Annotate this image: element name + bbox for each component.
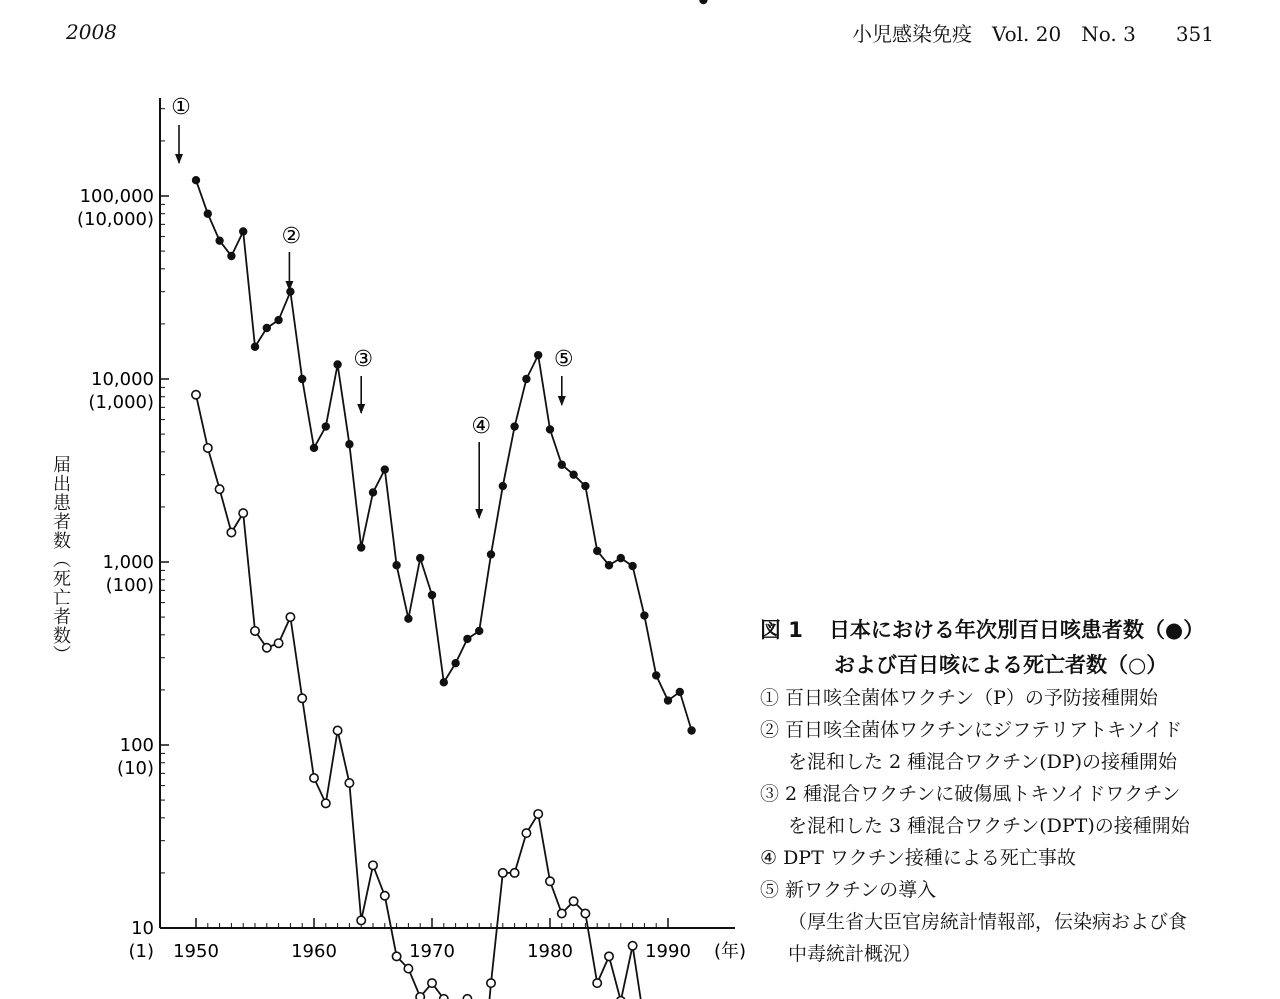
cases-point: [499, 483, 506, 490]
page-year: 2008: [66, 20, 117, 44]
cases-point: [358, 544, 365, 551]
cases-point: [547, 426, 554, 433]
cases-point: [204, 210, 211, 217]
deaths-point: [404, 964, 412, 972]
cases-point: [440, 679, 447, 686]
y-tick-label: 10: [131, 918, 154, 939]
cases-point: [263, 325, 270, 332]
cases-point: [606, 562, 613, 569]
cases-point: [287, 288, 294, 295]
deaths-point: [204, 444, 212, 452]
deaths-point: [605, 952, 613, 960]
annotation-arrowhead: [357, 404, 365, 414]
cases-point: [676, 689, 683, 696]
x-tick-label: 1960: [291, 941, 337, 962]
cases-point: [488, 551, 495, 558]
cases-point: [346, 441, 353, 448]
chart-lines: [196, 180, 692, 999]
deaths-point: [251, 627, 259, 635]
deaths-point: [522, 829, 530, 837]
caption-note-4: ④ DPT ワクチン接種による死亡事故: [760, 847, 1076, 869]
caption-title1: 日本における年次別百日咳患者数（●）: [828, 618, 1205, 642]
cases-point: [405, 615, 412, 622]
annotation-marker: ①: [171, 95, 191, 120]
annotation-arrowhead: [475, 509, 483, 519]
chart-axes: [77, 98, 746, 962]
deaths-point: [546, 877, 554, 885]
cases-point: [653, 672, 660, 679]
x-axis-unit: (年): [713, 941, 747, 962]
caption-note-5: ⑤ 新ワクチンの導入: [760, 879, 937, 901]
deaths-point: [263, 644, 271, 652]
cases-point: [216, 237, 223, 244]
caption-source-1: （厚生省大臣官房統計情報部，伝染病および食: [788, 911, 1188, 933]
deaths-point: [569, 897, 577, 905]
deaths-point: [274, 639, 282, 647]
cases-point: [240, 228, 247, 235]
deaths-point: [286, 613, 294, 621]
caption-note-1: ① 百日咳全菌体ワクチン（P）の予防接種開始: [760, 687, 1158, 709]
deaths-point: [345, 779, 353, 787]
caption-title-line1: [760, 612, 1265, 648]
annotation-arrowhead: [175, 154, 183, 164]
y-tick-label: 10,000: [91, 369, 154, 390]
cases-point: [464, 635, 471, 642]
x-tick-label: 1950: [173, 941, 219, 962]
cases-point: [452, 660, 459, 667]
deaths-point: [333, 726, 341, 734]
cases-point: [641, 612, 648, 619]
figure-number: 図 1: [760, 618, 803, 642]
journal-header: 小児感染免疫 Vol. 20 No. 3 351: [851, 22, 1214, 46]
cases-point: [299, 376, 306, 383]
deaths-point: [215, 485, 223, 493]
cases-point: [582, 483, 589, 490]
y-tick-sublabel: (100): [105, 575, 154, 596]
deaths-point: [628, 942, 636, 950]
cases-point: [228, 253, 235, 260]
x-tick-label: 1980: [527, 941, 573, 962]
cases-point: [558, 461, 565, 468]
annotation-marker: ③: [353, 347, 374, 372]
annotation-arrowhead: [558, 396, 566, 406]
deaths-point: [499, 869, 507, 877]
cases-point: [629, 563, 636, 570]
cases-point: [535, 352, 542, 359]
y-axis-label: 届出患者数（死亡者数）: [50, 455, 71, 664]
cases-point: [334, 361, 341, 368]
y-tick-label: 100,000: [79, 186, 154, 207]
cases-point: [275, 317, 282, 324]
caption-source-2: 中毒統計概況）: [788, 943, 922, 965]
cases-point: [617, 555, 624, 562]
deaths-point: [510, 869, 518, 877]
cases-point: [393, 562, 400, 569]
cases-point: [381, 466, 388, 473]
chart-annotations: [171, 95, 574, 519]
deaths-point: [357, 916, 365, 924]
caption-note-3: ③ 2 種混合ワクチンに破傷風トキソイドワクチン: [760, 783, 1181, 805]
figure-caption: [760, 612, 1265, 970]
chart-points: [192, 0, 707, 999]
deaths-point: [227, 528, 235, 536]
deaths-point: [369, 861, 377, 869]
deaths-point: [558, 909, 566, 917]
deaths-point: [487, 979, 495, 987]
x-tick-label: 1970: [409, 941, 455, 962]
deaths-point: [322, 799, 330, 807]
deaths-point: [581, 909, 589, 917]
deaths-point: [463, 995, 471, 999]
deaths-point: [310, 774, 318, 782]
annotation-marker: ⑤: [553, 347, 574, 372]
cases-point: [688, 727, 695, 734]
deaths-point: [381, 892, 389, 900]
caption-note-2-cont: を混和した 2 種混合ワクチン(DP)の接種開始: [788, 751, 1178, 773]
deaths-point: [428, 979, 436, 987]
cases-point: [252, 343, 259, 350]
cases-point: [523, 376, 530, 383]
deaths-point: [239, 509, 247, 517]
deaths-point: [440, 995, 448, 999]
cases-point: [322, 423, 329, 430]
x-tick-label: 1990: [645, 941, 691, 962]
annotation-marker: ②: [281, 224, 302, 249]
annotation-marker: ④: [471, 414, 492, 439]
deaths-point: [593, 979, 601, 987]
deaths-point: [192, 391, 200, 399]
cases-point: [417, 555, 424, 562]
y-tick-label: 1,000: [102, 552, 154, 573]
cases-point: [370, 489, 377, 496]
y-tick-sublabel: (10,000): [76, 209, 154, 230]
deaths-point: [392, 952, 400, 960]
cases-point: [429, 592, 436, 599]
cases-point: [311, 445, 318, 452]
cases-point: [665, 697, 672, 704]
y-tick-sublabel: (10): [117, 758, 154, 779]
cases-point: [476, 628, 483, 635]
cases-point: [594, 547, 601, 554]
y-tick-sublabel: (1): [128, 941, 154, 962]
deaths-point: [416, 993, 424, 999]
cases-point: [570, 471, 577, 478]
deaths-point: [298, 694, 306, 702]
caption-note-3-cont: を混和した 3 種混合ワクチン(DPT)の接種開始: [788, 815, 1190, 837]
y-tick-label: 100: [119, 735, 154, 756]
cases-point: [193, 177, 200, 184]
cases-point: [700, 0, 707, 3]
y-tick-sublabel: (1,000): [88, 392, 154, 413]
deaths-point: [534, 810, 542, 818]
cases-point: [511, 423, 518, 430]
caption-title2: および百日咳による死亡者数（○）: [834, 653, 1168, 677]
caption-note-2: ② 百日咳全菌体ワクチンにジフテリアトキソイド: [760, 719, 1183, 741]
